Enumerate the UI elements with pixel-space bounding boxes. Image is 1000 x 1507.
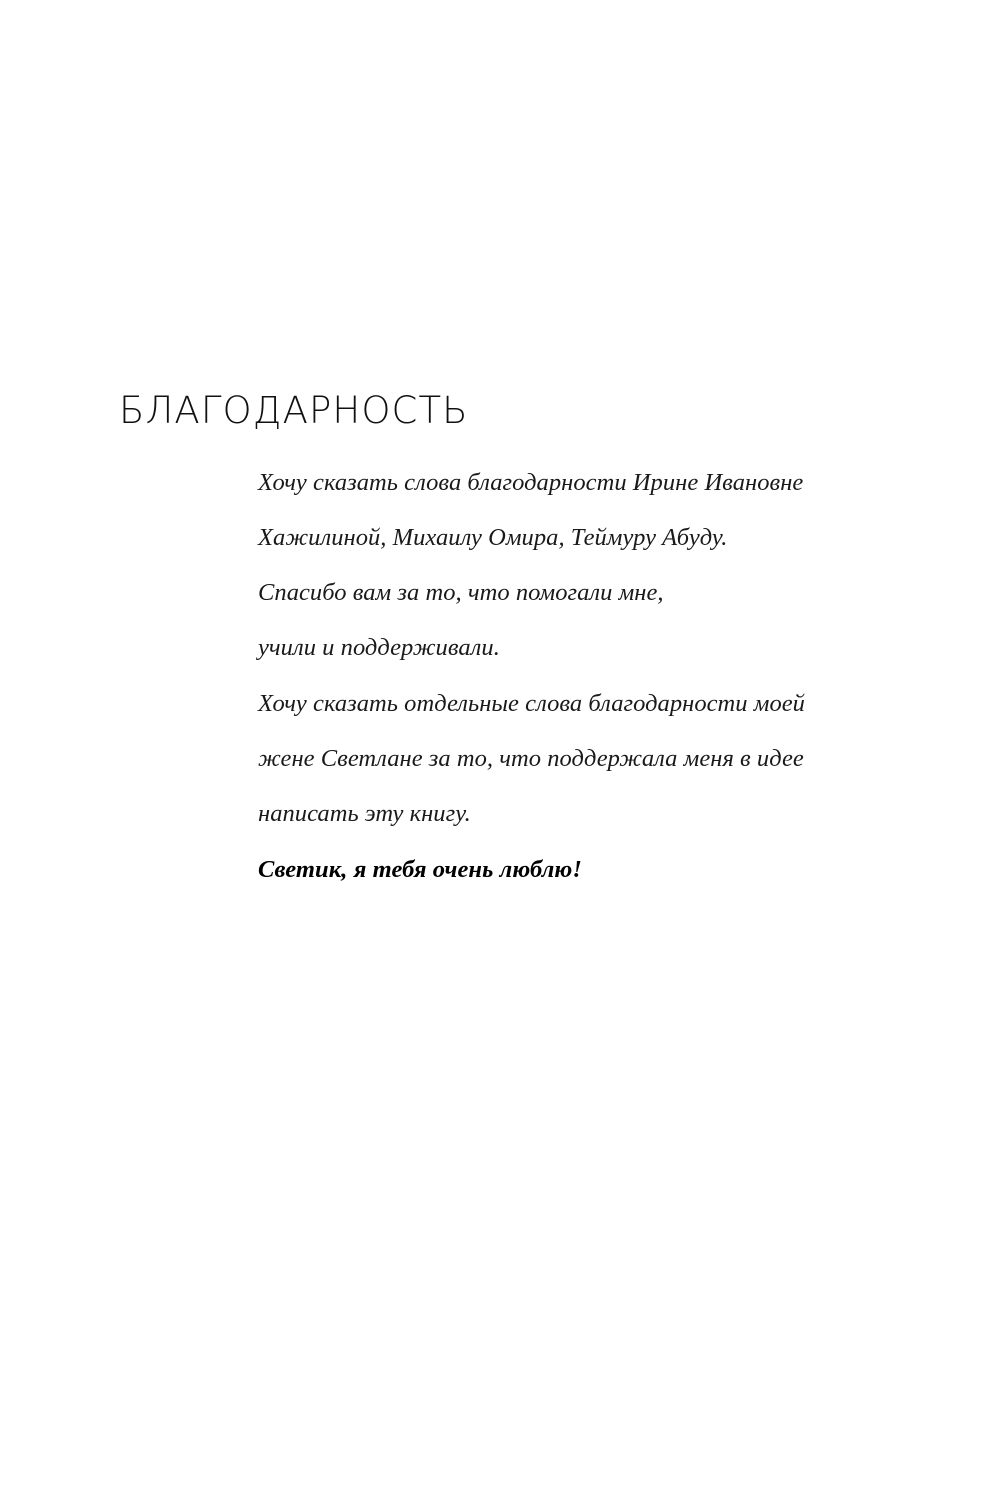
acknowledgement-line: Хочу сказать отдельные слова благодарности моей [258, 689, 805, 717]
acknowledgement-line: учили и поддерживали. [258, 634, 500, 662]
page-title: БЛАГОДАРНОСТЬ [119, 388, 469, 432]
acknowledgement-closing-line: Светик, я тебя очень люблю! [258, 855, 582, 883]
acknowledgement-line: Хажилиной, Михаилу Омира, Теймуру Абуду. [258, 523, 728, 551]
acknowledgement-line: Хочу сказать слова благодарности Ирине Ивановне [258, 468, 804, 496]
acknowledgement-line: жене Светлане за то, что поддержала меня в идее [258, 744, 804, 772]
acknowledgement-line: написать эту книгу. [258, 800, 471, 828]
acknowledgement-text-block [258, 443, 858, 910]
acknowledgement-line: Спасибо вам за то, что помогали мне, [258, 579, 664, 607]
